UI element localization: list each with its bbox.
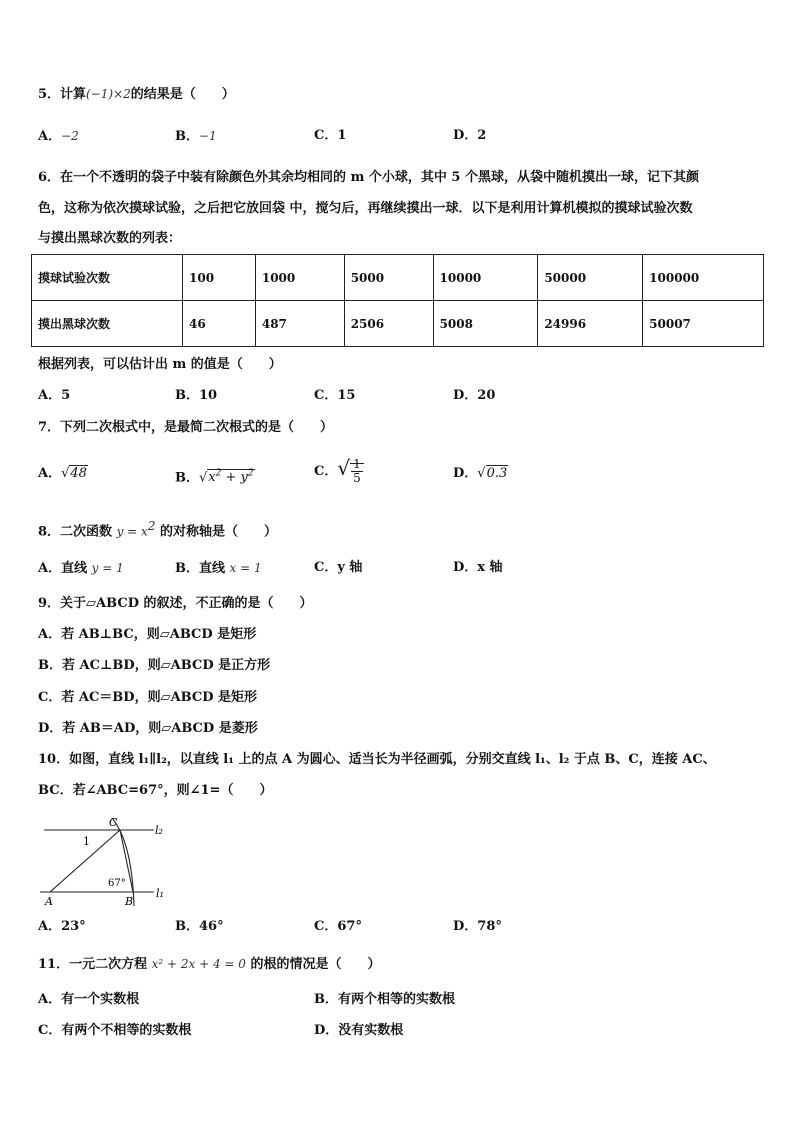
label-b: B [125, 895, 134, 908]
table-cell: 5008 [433, 301, 538, 347]
q8-option-a[interactable]: A．直线 y = 1 [38, 561, 124, 576]
table-row [32, 255, 764, 301]
q11-option-a[interactable]: A．有一个实数根 [38, 992, 140, 1007]
q8-option-d[interactable]: D．x 轴 [453, 560, 503, 575]
label-67-degrees: 67° [108, 878, 126, 889]
q6-stem-line-3: 与摸出黑球次数的列表： [38, 231, 182, 246]
table-cell: 24996 [538, 301, 643, 347]
label-c: C [109, 816, 118, 829]
table-cell: 487 [255, 301, 344, 347]
q9-option-c[interactable]: C．若 AC＝BD，则▱ABCD 是矩形 [38, 690, 258, 705]
table-cell: 1000 [255, 255, 344, 301]
table-row-header: 摸球试验次数 [32, 255, 183, 301]
q7-option-b[interactable]: B．$√x^2 + y^2$ [175, 465, 255, 487]
table-cell: 50000 [538, 255, 643, 301]
label-angle-1: 1 [83, 835, 90, 848]
table-cell: 50007 [643, 301, 764, 347]
q6-option-d[interactable]: D．20 [453, 388, 496, 403]
q5-option-b[interactable]: B．−1 [175, 129, 217, 144]
q6-option-a[interactable]: A．5 [38, 388, 71, 403]
q9-option-d[interactable]: D．若 AB＝AD，则▱ABCD 是菱形 [38, 721, 258, 736]
table-row-header: 摸出黑球次数 [32, 301, 183, 347]
q10-stem-line-1: 10．如图，直线 l₁∥l₂，以直线 l₁ 上的点 A 为圆心、适当长为半径画弧，分别交直线 l₁、l₂ 于点 B、C，连接 AC、 [38, 752, 716, 767]
table-cell: 100000 [643, 255, 764, 301]
q6-stem-line-1: 6．在一个不透明的袋子中装有除颜色外其余均相同的 m 个小球，其中 5 个黑球，从袋中随机摸出一球，记下其颜 [38, 170, 699, 185]
q10-option-b[interactable]: B．46° [175, 919, 224, 934]
q10-stem-line-2: BC．若∠ABC=67°，则∠1=（ ） [38, 783, 273, 798]
q5-option-c[interactable]: C．1 [314, 128, 347, 143]
q5-option-d[interactable]: D．2 [453, 128, 487, 143]
q7-option-a[interactable]: A．√48 [38, 466, 87, 481]
q6-data-table [31, 254, 764, 347]
q5-stem-suffix: 的结果是（ ） [130, 87, 235, 102]
q10-option-d[interactable]: D．78° [453, 919, 502, 934]
sqrt-expression: $√x^2 + y^2$ [199, 469, 254, 486]
q6-stem-line-2: 色，这称为依次摸球试验，之后把它放回袋 中，搅匀后，再继续摸出一球．以下是利用计算机模拟的摸球试验次数 [38, 201, 693, 216]
q7-option-c[interactable]: C．√ $\frac{1}{5}$ [314, 458, 364, 485]
q5-expression: (−1)×2 [86, 87, 131, 101]
q10-figure [36, 812, 171, 908]
q9-option-b[interactable]: B．若 AC⊥BD，则▱ABCD 是正方形 [38, 658, 271, 673]
table-cell: 2506 [344, 301, 433, 347]
q11-option-b[interactable]: B．有两个相等的实数根 [314, 992, 455, 1007]
q8-option-c[interactable]: C．y 轴 [314, 560, 363, 575]
sqrt-expression: √0.3 [477, 466, 508, 481]
q11-option-d[interactable]: D．没有实数根 [314, 1023, 404, 1038]
q11-option-c[interactable]: C．有两个不相等的实数根 [38, 1023, 192, 1038]
table-cell: 100 [183, 255, 256, 301]
arc [112, 818, 134, 906]
q10-option-c[interactable]: C．67° [314, 919, 362, 934]
q7-option-d[interactable]: D．√0.3 [453, 466, 508, 481]
q5-option-b-value: −1 [199, 129, 217, 143]
q9-option-a[interactable]: A．若 AB⊥BC，则▱ABCD 是矩形 [38, 627, 257, 642]
q7-stem: 7．下列二次根式中，是最简二次根式的是（ ） [38, 420, 334, 435]
q6-followup: 根据列表，可以估计出 m 的值是（ ） [38, 357, 282, 372]
table-row [32, 301, 764, 347]
table-cell: 46 [183, 301, 256, 347]
q8-stem: 8．二次函数 $y = x^2$ 的对称轴是（ ） [38, 519, 277, 540]
q9-stem: 9．关于▱ABCD 的叙述，不正确的是（ ） [38, 596, 313, 611]
table-cell: 5000 [344, 255, 433, 301]
sqrt-expression: √48 [61, 466, 87, 481]
table-cell: 10000 [433, 255, 538, 301]
q5-stem-prefix: 5．计算 [38, 87, 87, 102]
q5-stem [38, 85, 235, 104]
q6-option-b[interactable]: B．10 [175, 388, 218, 403]
label-l2: l₂ [155, 824, 163, 837]
sqrt-expression: √ $\frac{1}{5}$ [337, 458, 363, 485]
q6-option-c[interactable]: C．15 [314, 388, 356, 403]
label-l1: l₁ [156, 887, 164, 900]
label-a: A [45, 895, 53, 908]
q10-option-a[interactable]: A．23° [38, 919, 86, 934]
q5-option-a[interactable]: A．−2 [38, 129, 79, 144]
q5-option-a-value: −2 [61, 129, 79, 143]
q8-option-b[interactable]: B．直线 x = 1 [175, 561, 262, 576]
q11-stem: 11．一元二次方程 x² + 2x + 4 = 0 的根的情况是（ ） [38, 957, 381, 972]
